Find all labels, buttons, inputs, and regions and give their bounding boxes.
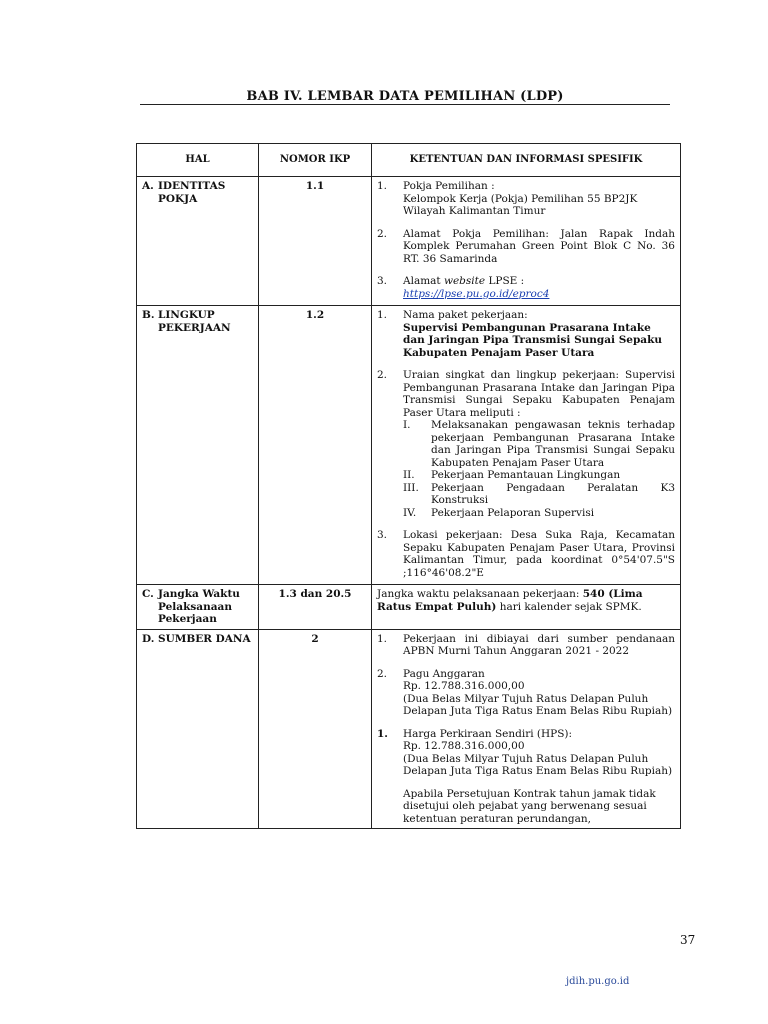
table-row-jangka-waktu: [137, 585, 681, 630]
sub-list-item: III. Pekerjaan Pengadaan Peralatan K3 Konstruksi: [403, 481, 675, 506]
package-name: Supervisi Pembangunan Prasarana Intake dan Jaringan Pipa Transmisi Sungai Sepaku Kabupaten Penajam Paser Utara: [403, 321, 663, 359]
lpse-link[interactable]: https://lpse.pu.go.id/eproc4: [403, 287, 550, 300]
list-item: 3. Lokasi pekerjaan: Desa Suka Raja, Kecamatan Sepaku Kabupaten Penajam Paser Utara, Provinsi Kalimantan Timur, pada koordinat 0°54'07.5"S ;116°46'08.2"E: [377, 529, 675, 579]
table-row-sumber-dana: [137, 629, 681, 829]
hal-cell: B. LINGKUP PEKERJAAN: [142, 309, 231, 334]
list-item: 3. Alamat website LPSE : https://lpse.pu.go.id/eproc4: [377, 275, 550, 300]
ikp-cell: 1.1: [259, 177, 372, 306]
ketentuan-cell: Jangka waktu pelaksanaan pekerjaan: 540 (Lima Ratus Empat Puluh) hari kalender sejak SPMK.: [372, 585, 681, 630]
ikp-cell: 1.3 dan 20.5: [259, 585, 372, 630]
list-item: 2. Pagu Anggaran Rp. 12.788.316.000,00 (Dua Belas Milyar Tujuh Ratus Delapan Puluh Delapan Juta Tiga Ratus Enam Belas Ribu Rupiah): [377, 667, 673, 717]
header-ketentuan: KETENTUAN DAN INFORMASI SPESIFIK: [372, 144, 681, 177]
sub-list-item: IV. Pekerjaan Pelaporan Supervisi: [403, 506, 595, 519]
list-item: 2. Uraian singkat dan lingkup pekerjaan: Supervisi Pembangunan Prasarana Intake dan Jaringan Pipa Transmisi Sungai Sepaku Kabupaten Penajam Paser Utara meliputi : I. Melaksanakan pengawasan teknis terhadap pekerjaan Pembangunan Prasarana Intake dan Jaringan Pipa Transmisi Sungai Sepaku Kabupaten Penajam Paser Utara II. Pekerjaan Pemantauan Lingkungan III. Pekerjaan Pengadaan Peralatan K3 Konstruksi IV. Pekerjaan Pelaporan Supervisi: [377, 369, 675, 519]
title-underline: [140, 104, 670, 105]
page-number: 37: [680, 933, 696, 947]
hal-cell: D. SUMBER DANA: [142, 632, 251, 645]
table-header-row: [137, 144, 681, 177]
list-item: 1. Harga Perkiraan Sendiri (HPS): Rp. 12.788.316.000,00 (Dua Belas Milyar Tujuh Ratus Delapan Puluh Delapan Juta Tiga Ratus Enam Belas Ribu Rupiah): [377, 727, 673, 777]
footer-site: jdih.pu.go.id: [566, 976, 630, 987]
ketentuan-cell: [372, 629, 681, 829]
ketentuan-cell: [372, 306, 681, 585]
ketentuan-cell: [372, 177, 681, 306]
header-hal: HAL: [137, 144, 259, 177]
chapter-title: BAB IV. LEMBAR DATA PEMILIHAN (LDP): [246, 89, 564, 104]
list-item: 2. Alamat Pokja Pemilihan: Jalan Rapak Indah Komplek Perumahan Green Point Blok C No. 36 RT. 36 Samarinda: [377, 227, 675, 265]
ldp-table: [136, 143, 681, 829]
sub-list-item: II. Pekerjaan Pemantauan Lingkungan: [403, 469, 621, 481]
ikp-cell: 2: [259, 629, 372, 829]
list-item: [377, 788, 675, 826]
list-item: 1. Pokja Pemilihan : Kelompok Kerja (Pokja) Pemilihan 55 BP2JK Wilayah Kalimantan Timur: [377, 180, 638, 217]
sub-list-item: I. Melaksanakan pengawasan teknis terhadap pekerjaan Pembangunan Prasarana Intake dan Jaringan Pipa Transmisi Sungai Sepaku Kabupaten Penajam Paser Utara: [403, 419, 675, 469]
header-nomor-ikp: NOMOR IKP: [259, 144, 372, 177]
contract-note: Apabila Persetujuan Kontrak tahun jamak tidak disetujui oleh pejabat yang berwenang sesuai ketentuan peraturan perundangan,: [403, 787, 656, 825]
ikp-cell: 1.2: [259, 306, 372, 585]
hal-cell: A. IDENTITAS POKJA: [142, 180, 226, 205]
list-item: 1. Nama paket pekerjaan: Supervisi Pembangunan Prasarana Intake dan Jaringan Pipa Transmisi Sungai Sepaku Kabupaten Penajam Paser Utara: [377, 309, 675, 359]
list-item: 1. Pekerjaan ini dibiayai dari sumber pendanaan APBN Murni Tahun Anggaran 2021 - 2022: [377, 632, 675, 657]
table-row-lingkup-pekerjaan: [137, 306, 681, 585]
hal-cell: C. Jangka Waktu Pelaksanaan Pekerjaan: [142, 588, 240, 625]
table-row-identitas-pokja: [137, 177, 681, 306]
